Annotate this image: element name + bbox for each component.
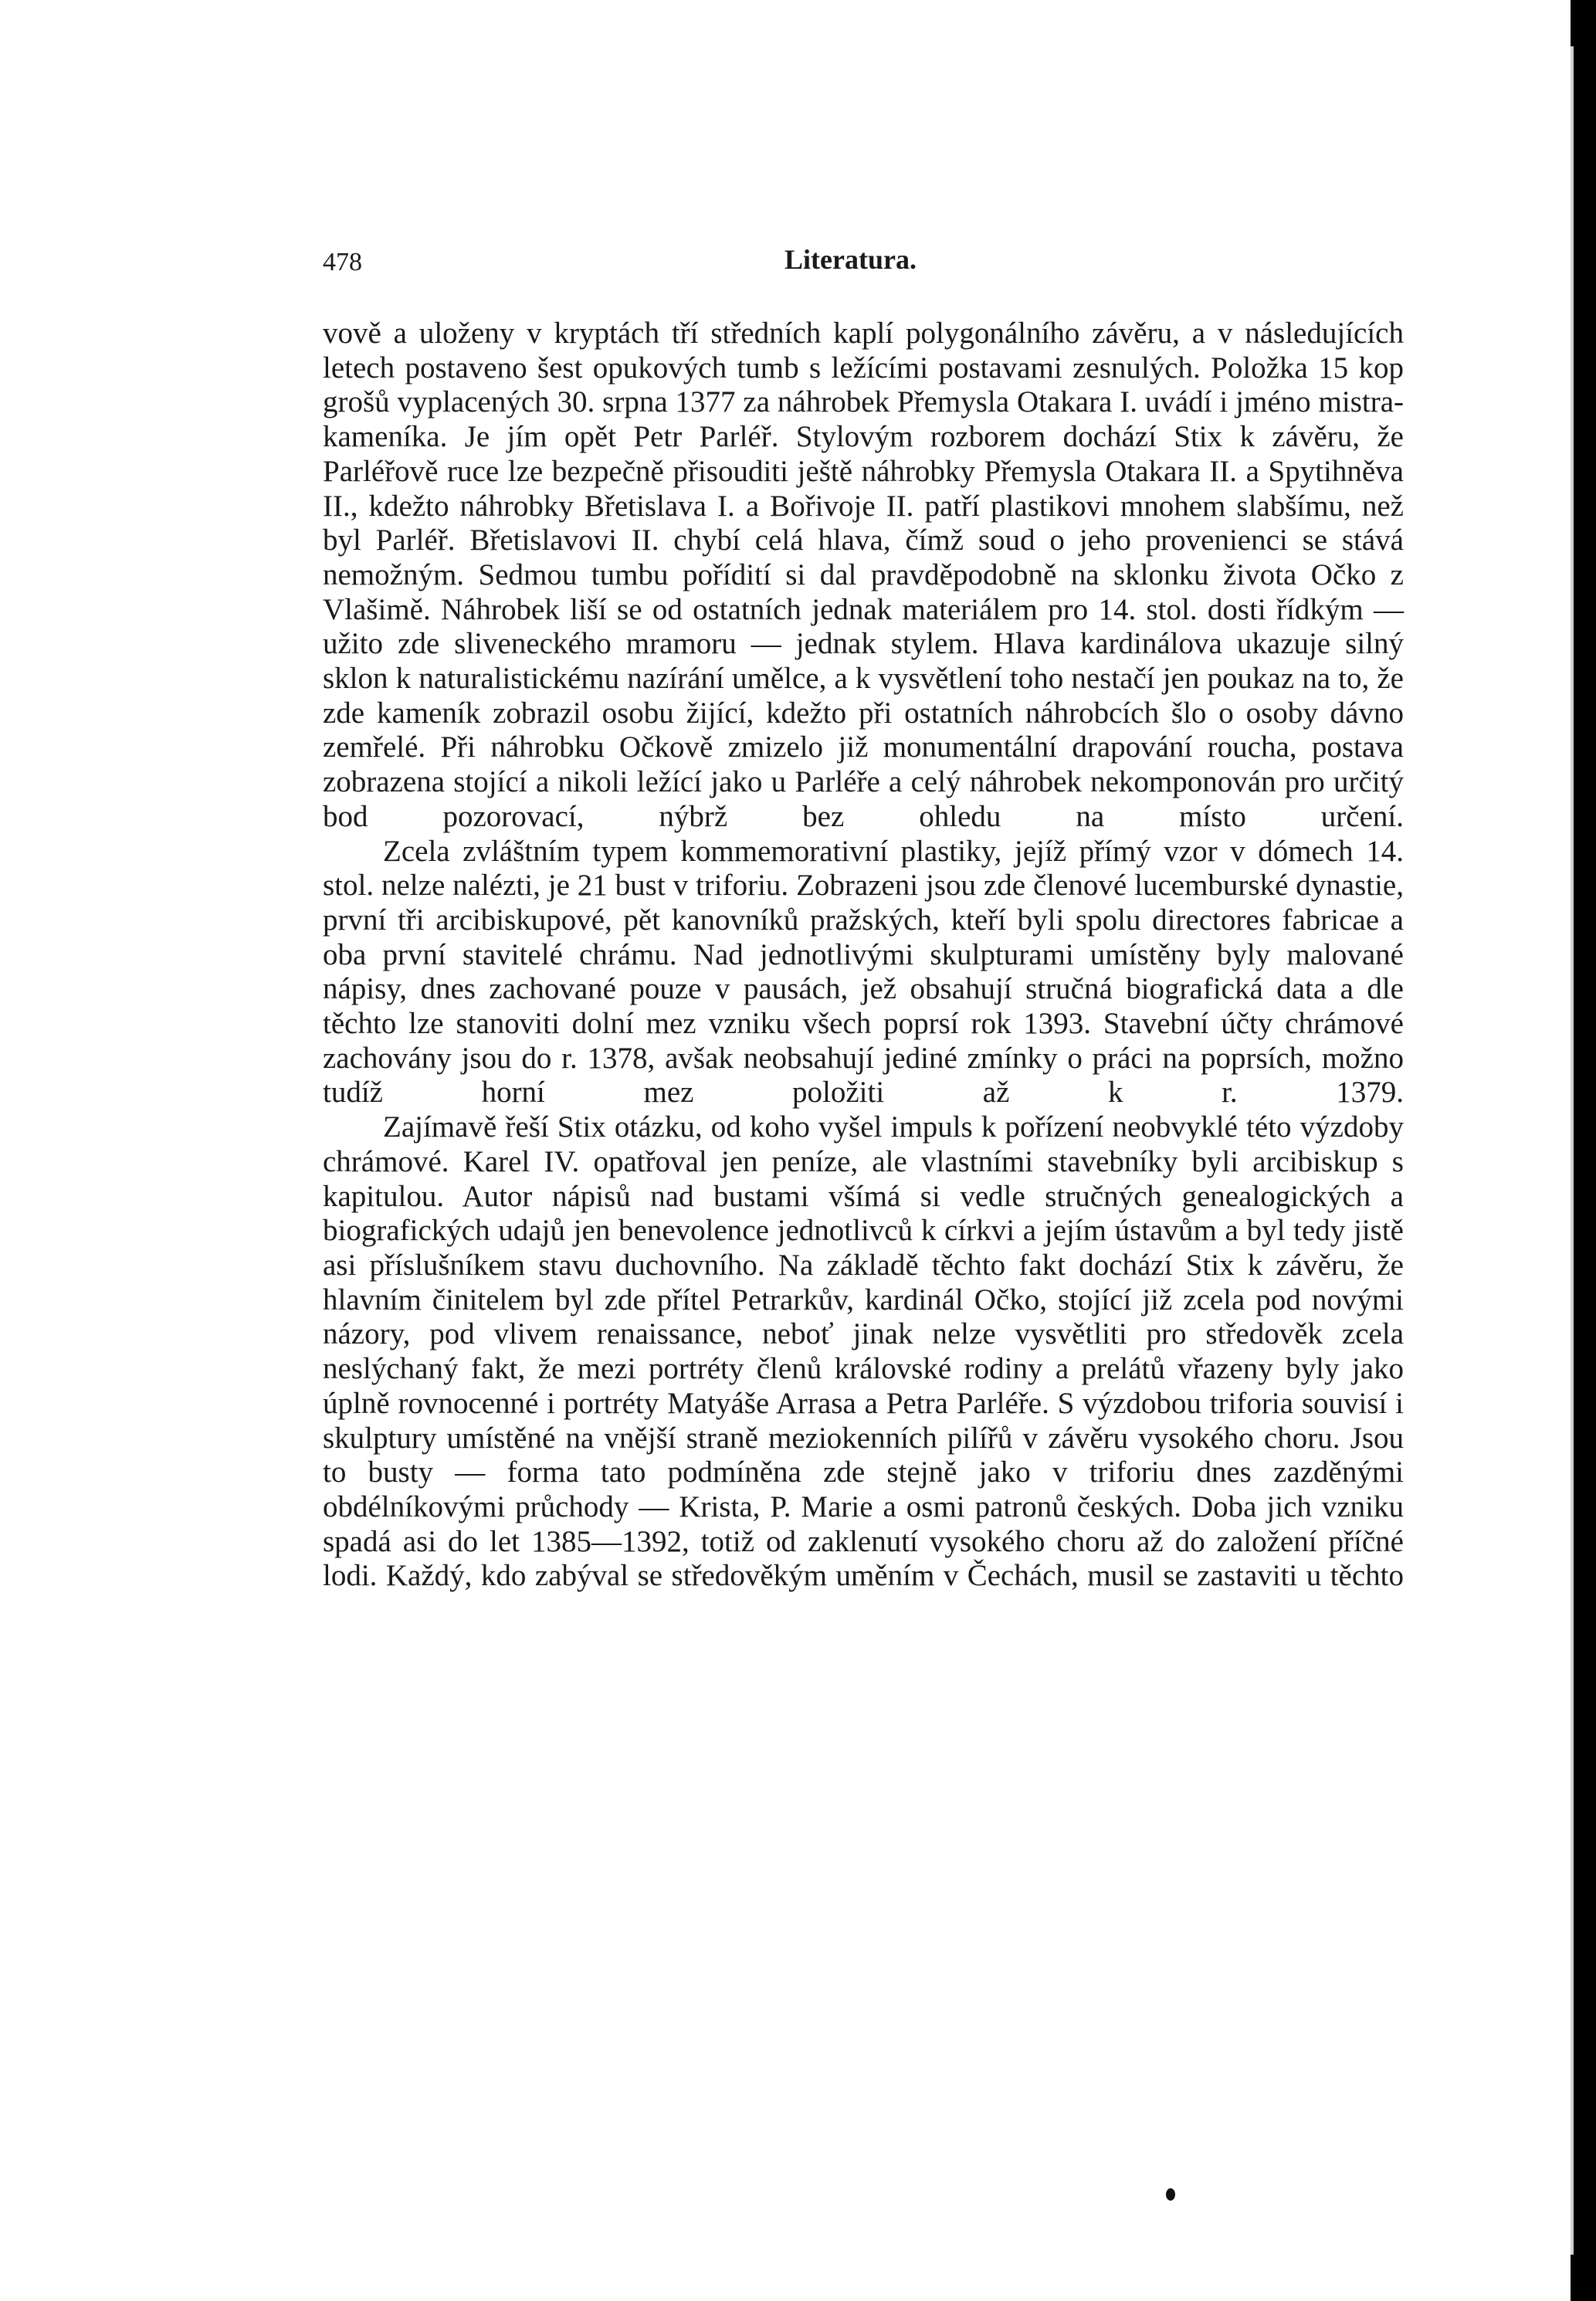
page-number: 478	[323, 248, 362, 276]
paragraph-3: Zajímavě řeší Stix otázku, od koho vyšel impuls k pořízení neobvyklé této výzdoby chrámové. Karel IV. opatřoval jen peníze, ale vlastními stavebníky byli arcibiskup s kapitulou. Autor nápisů nad bustami všímá si vedle stručných genealogických a biografických udajů jen benevolence jednotlivců k církvi a jejím ústavům a byl tedy jistě asi příslušníkem stavu duchovního. Na základě těchto fakt dochází Stix k závěru, že hlavním činitelem byl zde přítel Petrarkův, kardinál Očko, stojící již zcela pod novými názory, pod vlivem renaissance, neboť jinak nelze vysvětliti pro středověk zcela neslýchaný fakt, že mezi portréty členů královské rodiny a prelátů vřazeny byly jako úplně rovnocenné i portréty Matyáše Arrasa a Petra Parléře. S výzdobou triforia souvisí i skulptury umístěné na vnější straně meziokenních pilířů v závěru vysokého choru. Jsou to busty — forma tato podmíněna zde stejně jako v triforiu dnes zazděnými obdélníkovými průchody — Krista, P. Marie a osmi patronů českých. Doba jich vzniku spadá asi do let 1385—1392, totiž od zaklenutí vysokého choru až do založení příčné lodi. Každý, kdo zabýval se středověkým uměním v Čechách, musil se zastaviti u těchto	[323, 1110, 1404, 1593]
ink-speck	[1166, 2188, 1175, 2201]
paragraph-2: Zcela zvláštním typem kommemorativní plastiky, jejíž přímý vzor v dómech 14. stol. nelze nalézti, je 21 bust v triforiu. Zobrazeni jsou zde členové lucemburské dynastie, první tři arcibiskupové, pět kanovníků pražských, kteří byli spolu directores fabricae a oba první stavitelé chrámu. Nad jednotlivými skulpturami umístěny byly malované nápisy, dnes zachované pouze v pausách, jež obsahují stručná biografická data a dle těchto lze stanoviti dolní mez vzniku všech poprsí rok 1393. Stavební účty chrámové zachovány jsou do r. 1378, avšak neobsahují jediné zmínky o práci na poprsích, možno tudíž horní mez položiti až k r. 1379.	[323, 834, 1404, 1110]
running-head	[323, 243, 1404, 290]
page-edge	[1571, 46, 1574, 2255]
page-header-title: Literatura.	[784, 244, 917, 275]
body-text	[323, 317, 1404, 1594]
paragraph-1: vově a uloženy v kryptách tří středních kaplí polygonálního závěru, a v následujících letech postaveno šest opukových tumb s ležícími postavami zesnulých. Položka 15 kop grošů vyplacených 30. srpna 1377 za náhrobek Přemysla Otakara I. uvádí i jméno mistra-kameníka. Je jím opět Petr Parléř. Stylovým rozborem dochází Stix k závěru, že Parléřově ruce lze bezpečně přisouditi ještě náhrobky Přemysla Otakara II. a Spytihněva II., kdežto náhrobky Břetislava I. a Bořivoje II. patří plastikovi mnohem slabšímu, než byl Parléř. Břetislavovi II. chybí celá hlava, čímž soud o jeho provenienci se stává nemožným. Sedmou tumbu pořídití si dal pravděpodobně na sklonku života Očko z Vlašimě. Náhrobek liší se od ostatních jednak materiálem pro 14. stol. dosti řídkým — užito zde sliveneckého mramoru — jednak stylem. Hlava kardinálova ukazuje silný sklon k naturalistickému nazírání umělce, a k vysvětlení toho nestačí jen poukaz na to, že zde kameník zobrazil osobu žijící, kdežto při ostatních náhrobcích šlo o osoby dávno zemřelé. Při náhrobku Očkově zmizelo již monumentální drapování roucha, postava zobrazena stojící a nikoli ležící jako u Parléře a celý náhrobek nekomponován pro určitý bod pozorovací, nýbrž bez ohledu na místo určení.	[323, 317, 1404, 833]
